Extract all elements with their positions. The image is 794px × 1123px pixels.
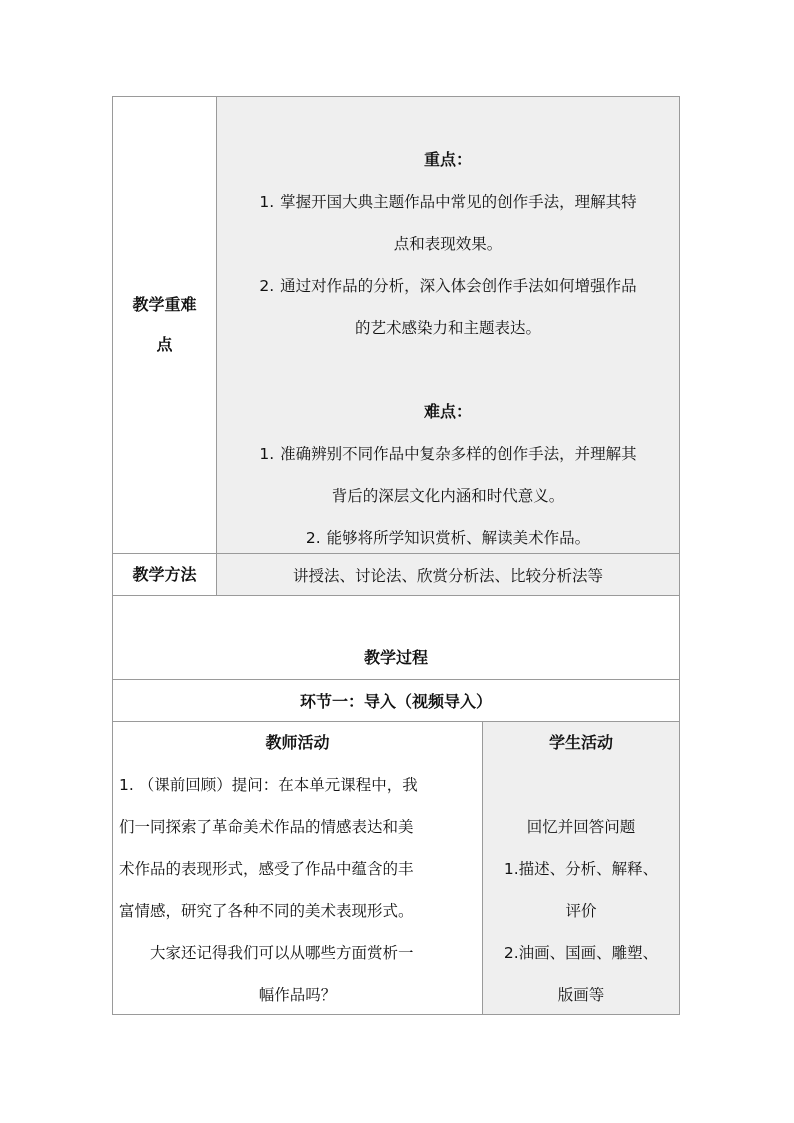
key-point-2-line-1: 2. 通过对作品的分析，深入体会创作手法如何增强作品 xyxy=(259,277,637,295)
difficult-point-1-line-1: 1. 准确辨别不同作品中复杂多样的创作手法，并理解其 xyxy=(259,445,637,463)
teacher-line-4: 富情感，研究了各种不同的美术表现形式。 xyxy=(119,902,414,920)
student-line-2: 1.描述、分析、解释、 xyxy=(503,860,659,878)
spacer xyxy=(223,349,673,391)
key-point-2-line-2: 的艺术感染力和主题表达。 xyxy=(354,319,541,337)
process-title: 教学过程 xyxy=(363,648,428,667)
process-title-row xyxy=(113,596,679,680)
difficult-point-2-line-1: 2. 能够将所学知识赏析、解读美术作品。 xyxy=(305,529,591,547)
teacher-line-1: 1. （课前回顾）提问：在本单元课程中，我 xyxy=(119,776,418,794)
method-value xyxy=(217,554,679,595)
lesson-plan-table xyxy=(112,96,680,1015)
student-activity-header: 学生活动 xyxy=(548,733,613,752)
activity-row xyxy=(113,722,679,1014)
key-difficult-label: 教学重难点 xyxy=(132,295,197,354)
difficult-point-1-line-2: 背后的深层文化内涵和时代意义。 xyxy=(331,487,565,505)
teacher-line-5: 大家还记得我们可以从哪些方面赏析一 xyxy=(150,944,414,962)
difficult-points-title: 难点： xyxy=(423,402,472,421)
teacher-line-6: 幅作品吗？ xyxy=(258,986,337,1004)
key-point-1-line-1: 1. 掌握开国大典主题作品中常见的创作手法，理解其特 xyxy=(259,193,637,211)
spacer xyxy=(483,764,679,806)
key-difficult-row xyxy=(113,97,679,554)
key-points-title: 重点： xyxy=(423,150,472,169)
teacher-line-2: 们一同探索了革命美术作品的情感表达和美 xyxy=(119,818,414,836)
key-difficult-content xyxy=(217,97,679,553)
student-activity-cell xyxy=(483,722,679,1014)
teacher-activity-cell xyxy=(113,722,483,1014)
student-line-1: 回忆并回答问题 xyxy=(526,818,636,836)
key-difficult-label-cell xyxy=(113,97,217,553)
student-line-5: 版画等 xyxy=(557,986,605,1004)
student-line-4: 2.油画、国画、雕塑、 xyxy=(503,944,659,962)
student-line-3: 评价 xyxy=(565,902,597,920)
stage-title: 环节一：导入（视频导入） xyxy=(299,692,492,711)
method-text: 讲授法、讨论法、欣赏分析法、比较分析法等 xyxy=(292,566,603,585)
key-point-1-line-2: 点和表现效果。 xyxy=(393,235,503,253)
method-row xyxy=(113,554,679,596)
method-label: 教学方法 xyxy=(113,554,217,595)
stage-title-row xyxy=(113,680,679,722)
teacher-line-3: 术作品的表现形式，感受了作品中蕴含的丰 xyxy=(119,860,414,878)
teacher-activity-header: 教师活动 xyxy=(265,733,330,752)
